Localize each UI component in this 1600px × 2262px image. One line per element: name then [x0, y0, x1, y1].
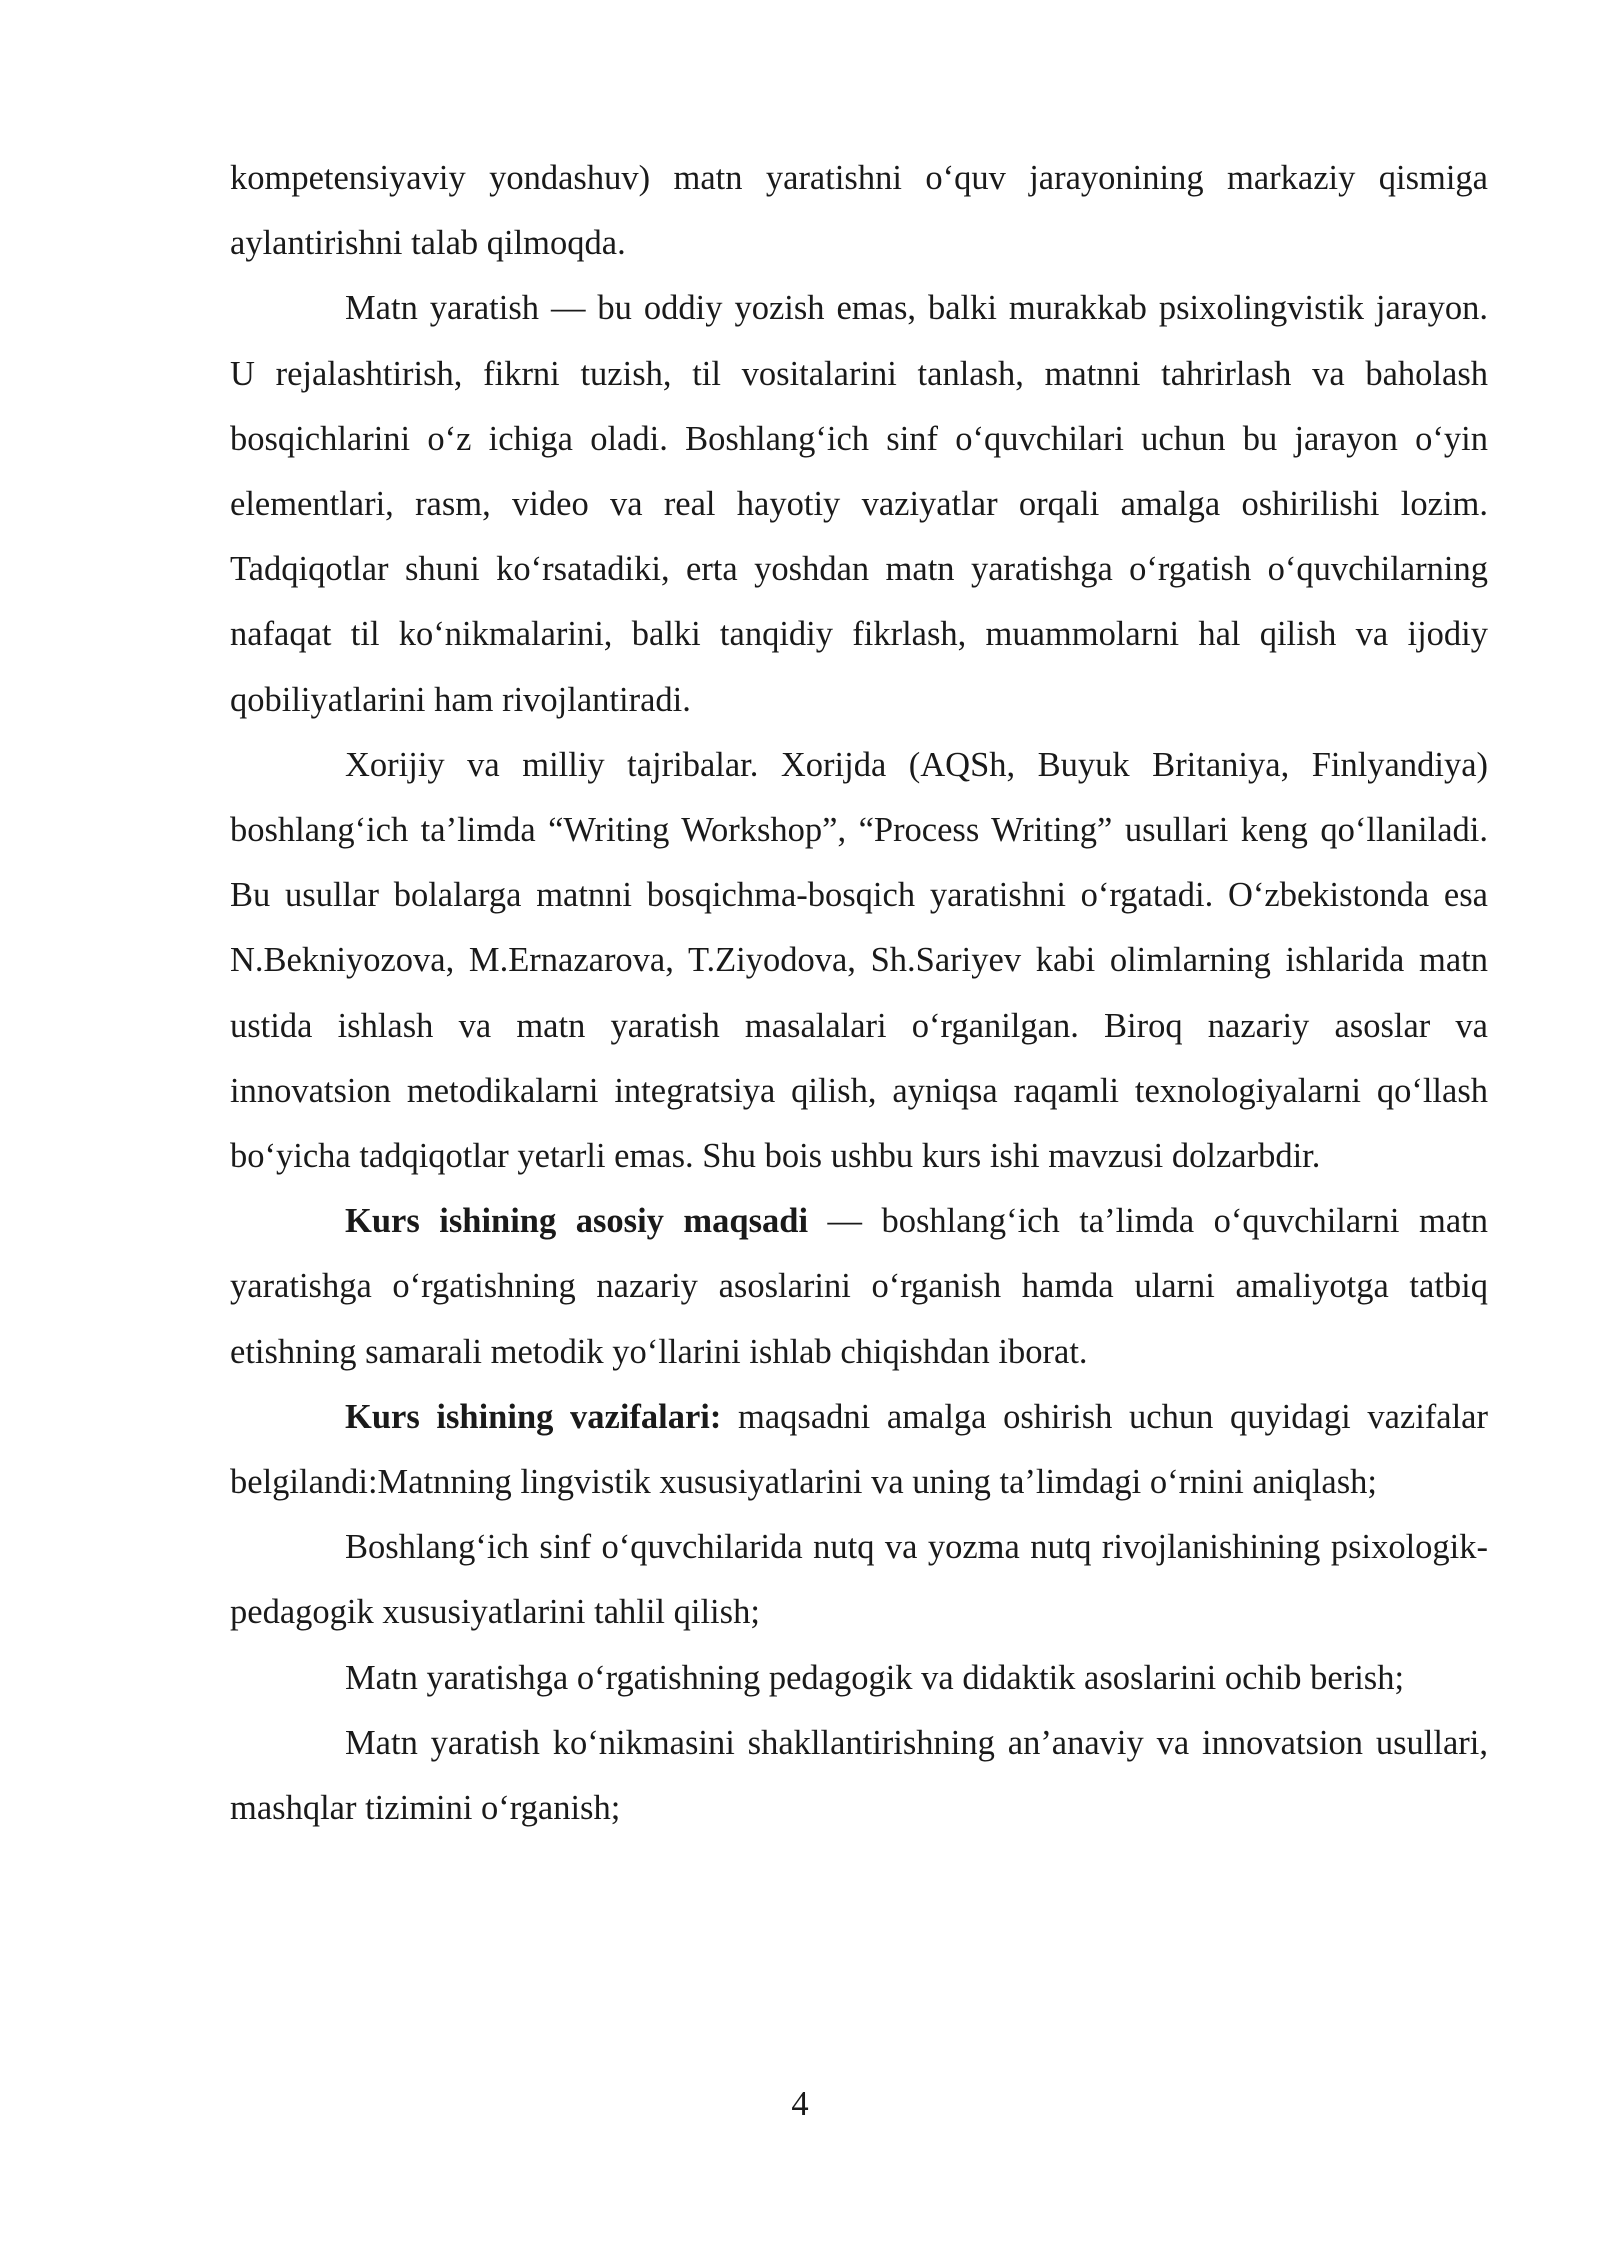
paragraph-text: Matn yaratish ko‘nikmasini shakllantirishning an’anaviy va innovatsion usullari, mashqlar tizimini o‘rganish; [230, 1723, 1488, 1828]
paragraph-text: Matn yaratish — bu oddiy yozish emas, balki murakkab psixolingvistik jarayon. U rejalashtirish, fikrni tuzish, til vositalarini tanlash, matnni tahrirlash va baholash bosqichlarini o‘z ichiga oladi. Boshlang‘ich sinf o‘quvchilari uchun bu jarayon o‘yin elementlari, rasm, video va real hayotiy vaziyatlar orqali amalga oshirilishi lozim. Tadqiqotlar shuni ko‘rsatadiki, erta yoshdan matn yaratishga o‘rgatish o‘quvchilarning nafaqat til ko‘nikmalarini, balki tanqidiy fikrlash, muammolarni hal qilish va ijodiy qobiliyatlarini ham rivojlantiradi. [230, 289, 1488, 719]
paragraph [230, 733, 1488, 1189]
paragraph-lead-bold: Kurs ishining vazifalari: [345, 1397, 722, 1436]
paragraph [230, 1711, 1488, 1841]
paragraph-text: kompetensiyaviy yondashuv) matn yaratishni o‘quv jarayonining markaziy qismiga aylantirishni talab qilmoqda. [230, 159, 1488, 263]
paragraph [230, 1189, 1488, 1385]
paragraph [230, 1385, 1488, 1515]
paragraph-text: — boshlang‘ich ta’limda o‘quvchilarni matn yaratishga o‘rgatishning nazariy asoslarini o‘rganish hamda ularni amaliyotga tatbiq etishning samarali metodik yo‘llarini ishlab chiqishdan iborat. [230, 1202, 1488, 1371]
paragraph [230, 1646, 1488, 1711]
page-number: 4 [791, 2085, 809, 2123]
paragraph [230, 276, 1488, 732]
paragraph-text: Xorijiy va milliy tajribalar. Xorijda (AQSh, Buyuk Britaniya, Finlyandiya) boshlang‘ich ta’limda “Writing Workshop”, “Process Writing” usullari keng qo‘llaniladi. Bu usullar bolalarga matnni bosqichma-bosqich yaratishni o‘rgatadi. O‘zbekistonda esa N.Bekniyozova, M.Ernazarova, T.Ziyodova, Sh.Sariyev kabi olimlarning ishlarida matn ustida ishlash va matn yaratish masalalari o‘rganilgan. Biroq nazariy asoslar va innovatsion metodikalarni integratsiya qilish, ayniqsa raqamli texnologiyalarni qo‘llash bo‘yicha tadqiqotlar yetarli emas. Shu bois ushbu kurs ishi mavzusi dolzarbdir. [230, 745, 1488, 1176]
body-text [230, 146, 1488, 1841]
paragraph [230, 1515, 1488, 1645]
paragraph-text: Boshlang‘ich sinf o‘quvchilarida nutq va yozma nutq rivojlanishining psixologik-pedagogik xususiyatlarini tahlil qilish; [230, 1528, 1488, 1632]
paragraph-text: maqsadni amalga oshirish uchun quyidagi vazifalar belgilandi:Matnning lingvistik xususiyatlarini va uning ta’limdagi o‘rnini aniqlash; [230, 1397, 1488, 1502]
paragraph [230, 146, 1488, 276]
paragraph-lead-bold: Kurs ishining asosiy maqsadi [345, 1202, 809, 1241]
paragraph-text: Matn yaratishga o‘rgatishning pedagogik va didaktik asoslarini ochib berish; [345, 1658, 1405, 1697]
